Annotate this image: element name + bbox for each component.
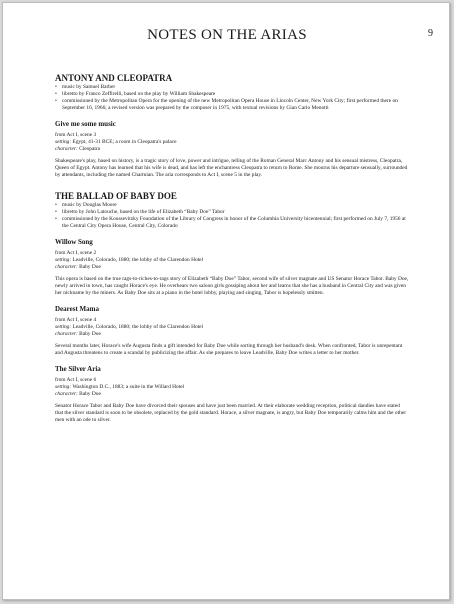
character-label: character:: [55, 146, 78, 152]
aria-character-line: [55, 391, 409, 398]
character-label: character:: [55, 391, 78, 397]
aria-character-line: [55, 264, 409, 271]
fact-item: • music by Samuel Barber: [55, 84, 409, 91]
setting-label: setting:: [55, 139, 72, 145]
opera-section-antony-and-cleopatra: [55, 73, 409, 179]
opera-facts-list: [55, 202, 409, 230]
opera-section-ballad-of-baby-doe: [55, 191, 409, 424]
aria-setting: Washington D.C., 1883; a suite in the Willard Hotel: [72, 384, 185, 390]
aria-meta: [55, 250, 409, 271]
page-content: [55, 73, 409, 432]
fact-item: • libretto by Franco Zeffirelli, based on the play by William Shakespeare: [55, 91, 409, 98]
aria-character-line: [55, 331, 409, 338]
aria-source: from Act I, scene 3: [55, 132, 97, 138]
aria-title: Give me some music: [55, 120, 116, 128]
setting-label: setting:: [55, 257, 72, 263]
fact-item: • libretto by John Latouche, based on the life of Elizabeth “Baby Doe” Tabor: [55, 209, 409, 216]
aria-setting: Leadville, Colorado, 1880; the lobby of the Clarendon Hotel: [72, 257, 204, 263]
fact-item: • commissioned by the Metropolitan Opera for the opening of the new Metropolitan Opera House in Lincoln Center, New York City; first performed there on September 16, 1966; a revised version was prepared by the composer in 1975, with textual revisions by Gian Carlo Menotti: [55, 98, 409, 112]
aria-description: Senator Horace Tabor and Baby Doe have divorced their spouses and have just been married. At their elaborate wedding reception, political dandies have stated that the silver standard is soon to be obsolete, replaced by the gold standard. Horace, a silver magnate, is angry, but Baby Doe temporarily calms him and the other men with an ode to silver.: [55, 403, 406, 423]
aria-title: Dearest Mama: [55, 305, 99, 313]
aria-character-line: [55, 146, 409, 153]
aria-title: Willow Song: [55, 238, 93, 246]
aria-meta: [55, 377, 409, 398]
opera-facts-list: [55, 84, 409, 112]
setting-label: setting:: [55, 324, 72, 330]
aria-source: from Act I, scene 4: [55, 317, 97, 323]
character-label: character:: [55, 264, 78, 270]
aria-setting-line: [55, 324, 409, 331]
aria-setting: Egypt, 41-31 BCE; a room in Cleopatra's palace: [72, 139, 177, 145]
opera-title: ANTONY AND CLEOPATRA: [55, 73, 173, 83]
fact-item: • music by Douglas Moore: [55, 202, 409, 209]
aria-meta: [55, 132, 409, 153]
aria-character: Baby Doe: [79, 264, 101, 270]
aria-description: This opera is based on the true rags-to-riches-to-rags story of Elizabeth “Baby Doe” Tabor, second wife of silver magnate and US Senator Horace Tabor. Baby Doe, newly arrived in town, has caught Horace's eye. He overhears two saloon girls gossiping about her and learns that she has a husband in Central City and was given her nickname by the miners. As Baby Doe sits at a piano in the hotel lobby, playing and singing, Tabor is hopelessly smitten.: [55, 276, 409, 296]
character-label: character:: [55, 331, 78, 337]
aria-description: Several months later, Horace's wife Augusta finds a gift intended for Baby Doe while sorting through her husband's desk. When confronted, Tabor is unrepentant and Augusta threatens to create a scandal by publicizing the affair. As she prepares to leave Leadville, Baby Doe writes a letter to her mother.: [55, 343, 403, 356]
aria-title: The Silver Aria: [55, 365, 101, 373]
page-title: NOTES ON THE ARIAS: [147, 27, 307, 43]
setting-label: setting:: [55, 384, 72, 390]
aria-character: Cleopatra: [79, 146, 101, 152]
aria-setting-line: [55, 139, 409, 146]
opera-title: THE BALLAD OF BABY DOE: [55, 191, 177, 201]
aria-character: Baby Doe: [79, 331, 101, 337]
aria-meta: [55, 317, 409, 338]
aria-setting: Leadville, Colorado, 1880; the lobby of the Clarendon Hotel: [72, 324, 204, 330]
aria-setting-line: [55, 257, 409, 264]
aria-description: Shakespeare's play, based on history, is a tragic story of love, power and intrigue, telling of the Roman General Marc Antony and his sensual mistress, Cleopatra, Queen of Egypt. Antony has learned that his wife is dead, and has left the enchantress Cleopatra to return to Rome. She mourns his departure sensually, surrounded by attendants, including the named Charmian. The aria corresponds to Act I, scene 5 in the play.: [55, 158, 408, 178]
aria-source: from Act I, scene 6: [55, 377, 97, 383]
document-page: [2, 2, 450, 600]
aria-character: Baby Doe: [79, 391, 101, 397]
aria-source: from Act I, scene 2: [55, 250, 97, 256]
aria-setting-line: [55, 384, 409, 391]
page-number: 9: [428, 28, 433, 39]
fact-item: • commissioned by the Koussevitzky Foundation of the Library of Congress in honor of the Columbia University bicentennial; first performed on July 7, 1956 at the Central City Opera House, Central City, Colorado: [55, 216, 409, 230]
